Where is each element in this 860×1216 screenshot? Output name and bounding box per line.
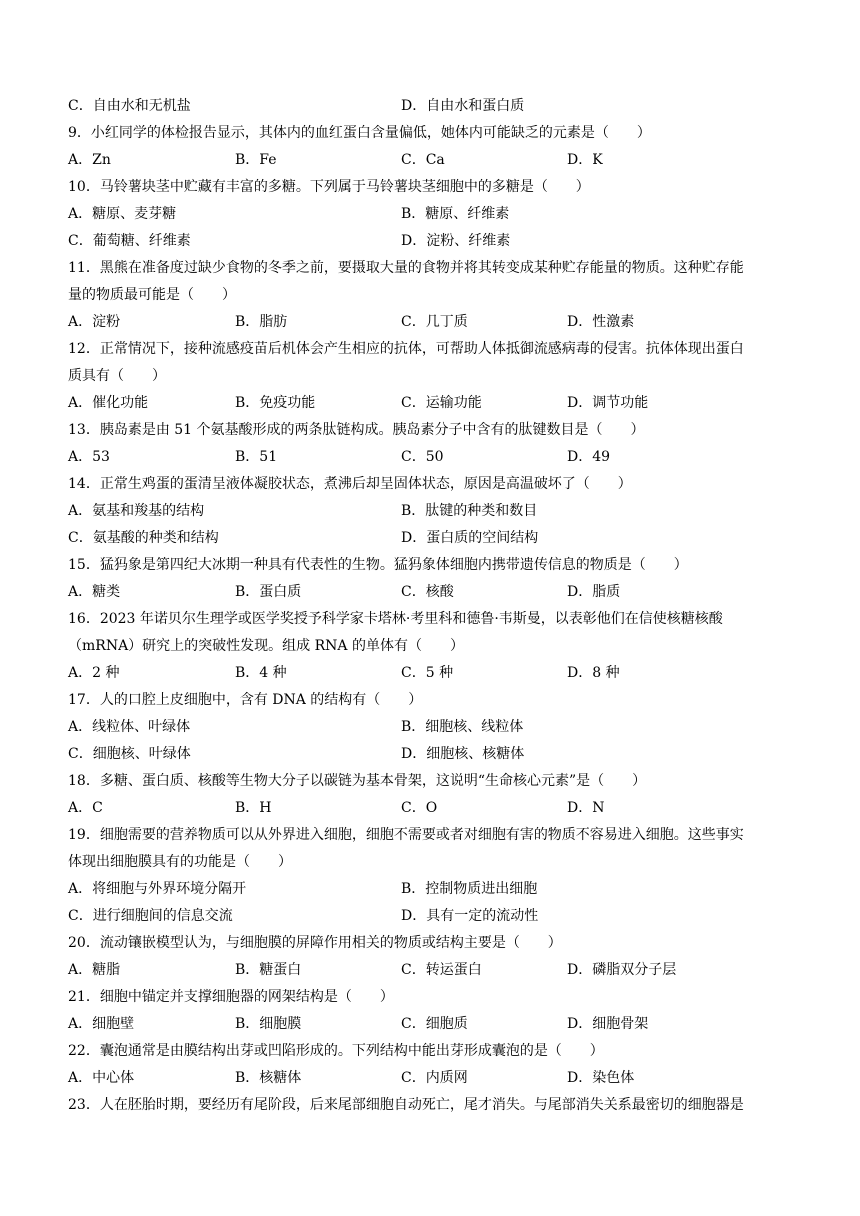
question-9-stem: 9．小红同学的体检报告显示，其体内的血红蛋白含量偏低，她体内可能缺乏的元素是（ ）: [68, 125, 651, 141]
option-q11-c: C．几丁质: [401, 314, 468, 330]
question-10-stem: 10．马铃薯块茎中贮藏有丰富的多糖。下列属于马铃薯块茎细胞中的多糖是（ ）: [68, 179, 590, 195]
options-row-q19-2: [68, 903, 796, 930]
question-19-stem-line-2: 体现出细胞膜具有的功能是（ ）: [68, 854, 292, 870]
options-row-q8: [68, 93, 796, 120]
question-11-stem-line-1: 11．黑熊在准备度过缺少食物的冬季之前，要摄取大量的食物并将其转变成某种贮存能量的物质。这种贮存能: [68, 260, 744, 276]
option-q8-c: C．自由水和无机盐: [68, 98, 191, 114]
option-q20-b: B．糖蛋白: [235, 962, 302, 978]
option-q14-c: C．氨基酸的种类和结构: [68, 530, 219, 546]
option-q22-b: B．核糖体: [235, 1070, 302, 1086]
question-17-stem: 17．人的口腔上皮细胞中，含有 DNA 的结构有（ ）: [68, 692, 423, 708]
options-row-q16: [68, 660, 796, 687]
option-q14-d: D．蛋白质的空间结构: [401, 530, 539, 546]
option-q19-b: B．控制物质进出细胞: [401, 881, 538, 897]
question-15-stem: 15．猛犸象是第四纪大冰期一种具有代表性的生物。猛犸象体细胞内携带遗传信息的物质是（ ）: [68, 557, 688, 573]
options-row-q17-2: [68, 741, 796, 768]
options-row-q12: [68, 390, 796, 417]
option-q12-a: A．催化功能: [68, 395, 149, 411]
options-row-q17-1: [68, 714, 796, 741]
option-q16-c: C．5 种: [401, 665, 454, 681]
option-q13-b: B．51: [235, 449, 278, 465]
question-12-stem-line-1: 12．正常情况下，接种流感疫苗后机体会产生相应的抗体，可帮助人体抵御流感病毒的侵害。抗体体现出蛋白: [68, 341, 744, 357]
options-row-q10-1: [68, 201, 796, 228]
question-19-stem-line-1: 19．细胞需要的营养物质可以从外界进入细胞，细胞不需要或者对细胞有害的物质不容易进入细胞。这些事实: [68, 827, 744, 843]
option-q15-c: C．核酸: [401, 584, 454, 600]
question-16-stem-line-2: （mRNA）研究上的突破性发现。组成 RNA 的单体有（ ）: [68, 638, 464, 654]
option-q19-a: A．将细胞与外界环境分隔开: [68, 881, 247, 897]
question-14-stem: 14．正常生鸡蛋的蛋清呈液体凝胶状态，煮沸后却呈固体状态，原因是高温破坏了（ ）: [68, 476, 632, 492]
question-13-stem: 13．胰岛素是由 51 个氨基酸形成的两条肽链构成。胰岛素分子中含有的肽键数目是（ ）: [68, 422, 645, 438]
option-q17-d: D．细胞核、核糖体: [401, 746, 525, 762]
option-q16-b: B．4 种: [235, 665, 287, 681]
option-q15-d: D．脂质: [567, 584, 621, 600]
question-11-stem-line-2: 量的物质最可能是（ ）: [68, 287, 236, 303]
option-q12-d: D．调节功能: [567, 395, 649, 411]
question-20-stem: 20．流动镶嵌模型认为，与细胞膜的屏障作用相关的物质或结构主要是（ ）: [68, 935, 562, 951]
option-q11-a: A．淀粉: [68, 314, 121, 330]
question-22-stem: 22．囊泡通常是由膜结构出芽或凹陷形成的。下列结构中能出芽形成囊泡的是（ ）: [68, 1043, 604, 1059]
option-q20-a: A．糖脂: [68, 962, 121, 978]
options-row-q19-1: [68, 876, 796, 903]
option-q17-c: C．细胞核、叶绿体: [68, 746, 191, 762]
option-q11-b: B．脂肪: [235, 314, 288, 330]
option-q21-c: C．细胞质: [401, 1016, 468, 1032]
option-q20-c: C．转运蛋白: [401, 962, 482, 978]
question-16-stem-line-1: 16．2023 年诺贝尔生理学或医学奖授予科学家卡塔林·考里科和德鲁·韦斯曼，以表彰他们在信使核糖核酸: [68, 611, 723, 627]
option-q20-d: D．磷脂双分子层: [567, 962, 677, 978]
options-row-q18: [68, 795, 796, 822]
option-q9-d: D．K: [567, 152, 603, 168]
option-q10-c: C．葡萄糖、纤维素: [68, 233, 191, 249]
option-q17-b: B．细胞核、线粒体: [401, 719, 524, 735]
question-23-stem: 23．人在胚胎时期，要经历有尾阶段，后来尾部细胞自动死亡，尾才消失。与尾部消失关系最密切的细胞器是: [68, 1097, 744, 1113]
options-row-q22: [68, 1065, 796, 1092]
option-q18-b: B．H: [235, 800, 272, 816]
options-row-q10-2: [68, 228, 796, 255]
option-q22-a: A．中心体: [68, 1070, 135, 1086]
option-q11-d: D．性激素: [567, 314, 635, 330]
option-q22-c: C．内质网: [401, 1070, 468, 1086]
options-row-q15: [68, 579, 796, 606]
options-row-q9: [68, 147, 796, 174]
option-q18-d: D．N: [567, 800, 605, 816]
option-q13-c: C．50: [401, 449, 444, 465]
option-q21-b: B．细胞膜: [235, 1016, 302, 1032]
option-q22-d: D．染色体: [567, 1070, 635, 1086]
option-q17-a: A．线粒体、叶绿体: [68, 719, 191, 735]
option-q14-b: B．肽键的种类和数目: [401, 503, 538, 519]
options-row-q20: [68, 957, 796, 984]
question-18-stem: 18．多糖、蛋白质、核酸等生物大分子以碳链为基本骨架，这说明“生命核心元素”是（ ）: [68, 773, 647, 789]
option-q13-d: D．49: [567, 449, 611, 465]
option-q10-b: B．糖原、纤维素: [401, 206, 510, 222]
options-row-q13: [68, 444, 796, 471]
option-q19-c: C．进行细胞间的信息交流: [68, 908, 233, 924]
option-q16-a: A．2 种: [68, 665, 120, 681]
option-q21-a: A．细胞壁: [68, 1016, 135, 1032]
option-q12-b: B．免疫功能: [235, 395, 316, 411]
option-q8-d: D．自由水和蛋白质: [401, 98, 525, 114]
options-row-q14-2: [68, 525, 796, 552]
option-q18-c: C．O: [401, 800, 438, 816]
option-q9-c: C．Ca: [401, 152, 445, 168]
option-q9-a: A．Zn: [68, 152, 111, 168]
option-q21-d: D．细胞骨架: [567, 1016, 649, 1032]
question-21-stem: 21．细胞中锚定并支撑细胞器的网架结构是（ ）: [68, 989, 394, 1005]
options-row-q14-1: [68, 498, 796, 525]
option-q13-a: A．53: [68, 449, 110, 465]
options-row-q11: [68, 309, 796, 336]
option-q19-d: D．具有一定的流动性: [401, 908, 539, 924]
option-q10-a: A．糖原、麦芽糖: [68, 206, 177, 222]
option-q10-d: D．淀粉、纤维素: [401, 233, 511, 249]
option-q16-d: D．8 种: [567, 665, 620, 681]
option-q18-a: A．C: [68, 800, 103, 816]
option-q14-a: A．氨基和羧基的结构: [68, 503, 205, 519]
option-q9-b: B．Fe: [235, 152, 277, 168]
option-q15-a: A．糖类: [68, 584, 121, 600]
options-row-q21: [68, 1011, 796, 1038]
question-12-stem-line-2: 质具有（ ）: [68, 368, 166, 384]
option-q12-c: C．运输功能: [401, 395, 482, 411]
option-q15-b: B．蛋白质: [235, 584, 302, 600]
